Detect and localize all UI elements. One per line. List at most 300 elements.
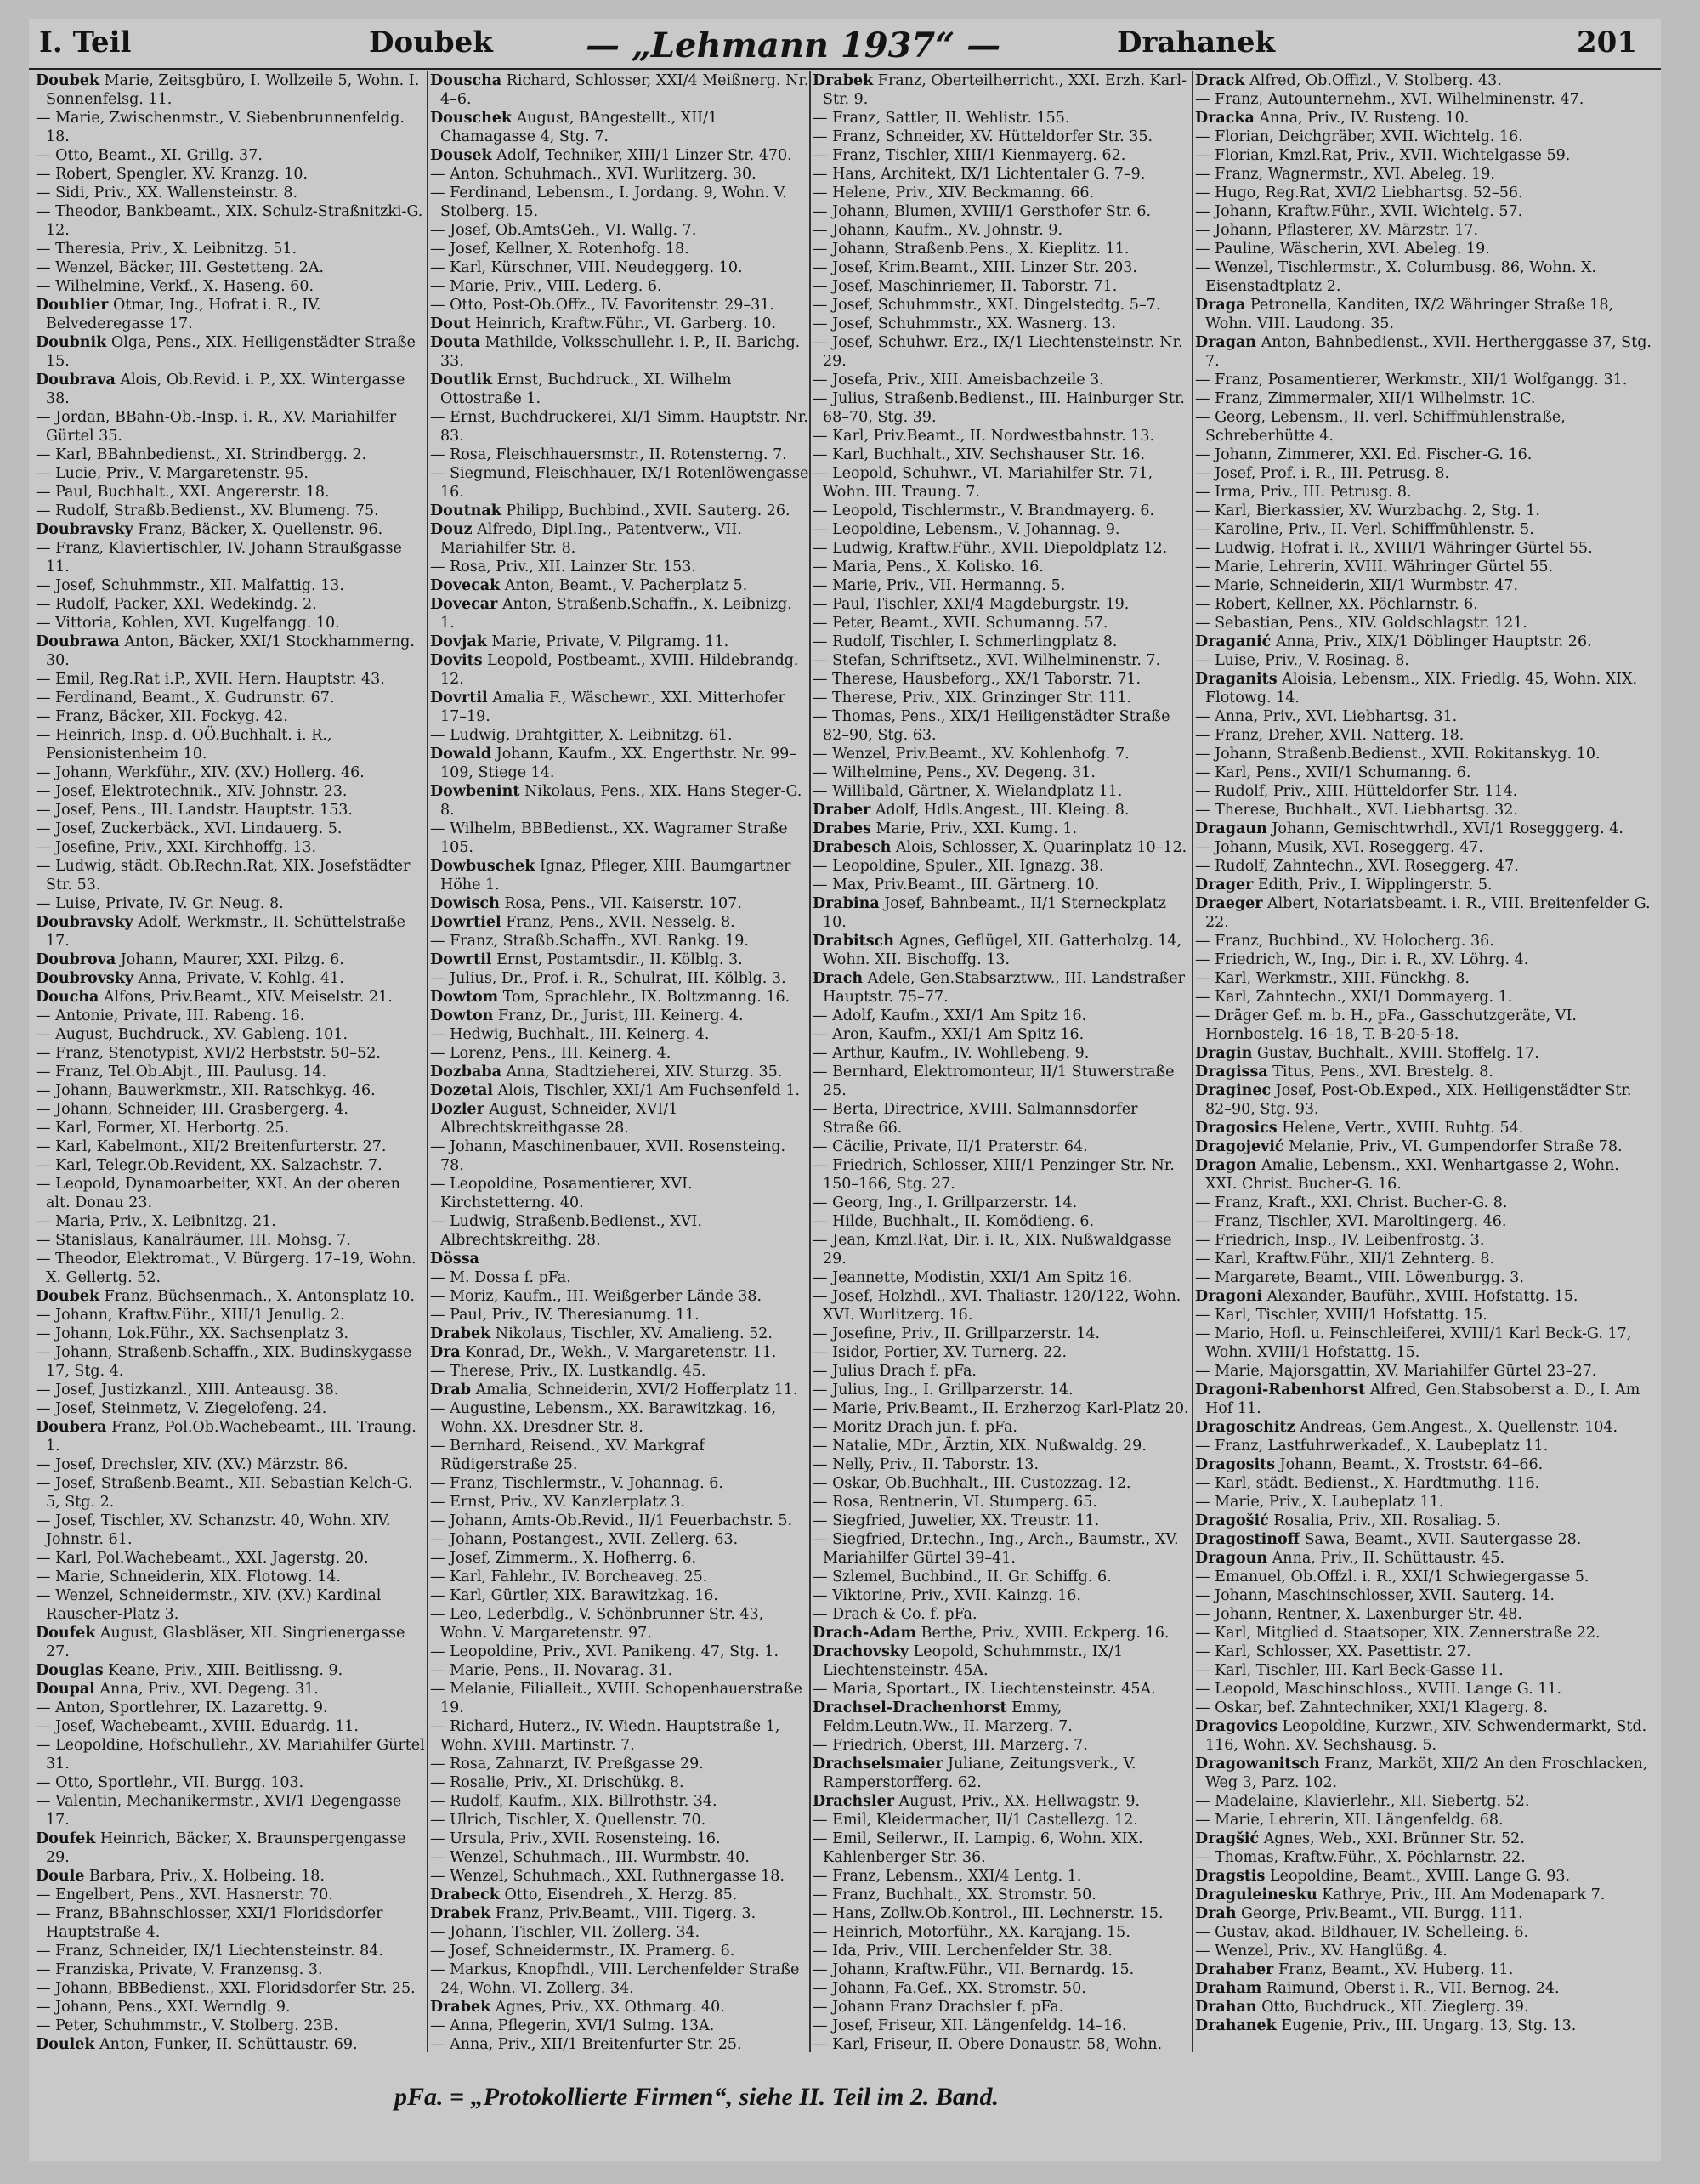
directory-entry	[1195, 1306, 1654, 1325]
entry-text: — Wenzel, Tischlermstr., X. Columbusg. 86, Wohn. X. Eisenstadtplatz 2.	[1195, 259, 1597, 295]
entry-text: — Marie, Zwischenmstr., V. Siebenbrunnenfeldg. 18.	[36, 110, 405, 145]
entry-text: August, Priv., XX. Hellwagstr. 9.	[893, 1793, 1141, 1810]
directory-entry	[36, 1325, 427, 1343]
entry-text: — Wilhelmine, Verkf., X. Haseng. 60.	[36, 278, 314, 295]
surname: Drager	[1195, 876, 1254, 893]
entry-text: Leopold, Postbeamt., XVIII. Hildebrandg. 12.	[440, 652, 799, 688]
entry-text: — Karl, BBahnbedienst., XI. Strindbergg. 2.	[36, 446, 367, 463]
directory-entry	[430, 857, 809, 894]
directory-entry	[36, 333, 427, 371]
directory-entry	[36, 1063, 427, 1081]
directory-entry	[1195, 782, 1654, 801]
entry-text: — Max, Priv.Beamt., III. Gärtnerg. 10.	[813, 876, 1100, 893]
entry-text: — Leopoldine, Lebensm., V. Johannag. 9.	[813, 521, 1120, 538]
entry-text: Sawa, Beamt., XVII. Sautergasse 28.	[1300, 1531, 1582, 1548]
surname: Dovrtil	[430, 689, 488, 706]
entry-text: Anna, Stadtzieherei, XIV. Sturzg. 35.	[501, 1064, 783, 1081]
surname: Dozetal	[430, 1082, 493, 1099]
directory-entry	[430, 1755, 809, 1773]
directory-entry	[1195, 1792, 1654, 1811]
surname: Doubek	[36, 72, 100, 89]
surname: Dracka	[1195, 110, 1255, 127]
entry-text: Heinrich, Kraftw.Führ., VI. Garberg. 10.	[470, 315, 777, 332]
surname: Drabes	[813, 820, 871, 837]
entry-text: — Franz, Lastfuhrwerkadef., X. Laubeplatz 11.	[1195, 1438, 1549, 1455]
entry-text: Alois, Tischler, XXI/1 Am Fuchsenfeld 1.	[493, 1082, 801, 1099]
surname: Doubrova	[36, 951, 116, 968]
directory-entry	[430, 745, 809, 782]
surname: Draginec	[1195, 1082, 1272, 1099]
directory-entry	[36, 464, 427, 483]
entry-text: — Karl, Kürschner, VIII. Neudeggerg. 10.	[430, 259, 743, 276]
entry-text: — Franz, Schneider, XV. Hütteldorfer Str. 35.	[813, 128, 1153, 145]
directory-entry	[1195, 445, 1654, 464]
entry-text: — Rosa, Priv., XII. Lainzer Str. 153.	[430, 559, 696, 576]
directory-entry	[36, 1231, 427, 1250]
entry-text: Albert, Notariatsbeamt. i. R., VIII. Breitenfelder G. 22.	[1205, 895, 1651, 931]
directory-entry	[813, 184, 1192, 202]
directory-entry	[1195, 1960, 1654, 1979]
entry-text: Ernst, Buchdruck., XI. Wilhelm Ottostraße 1.	[440, 372, 732, 407]
directory-entry	[813, 1979, 1192, 1998]
entry-text: — Jean, Kmzl.Rat, Dir. i. R., XIX. Nußwaldgasse 29.	[813, 1232, 1172, 1268]
entry-text: — Mario, Hofl. u. Feinschleiferei, XVIII/1 Karl Beck-G. 17, Wohn. XVIII/1 Hofstattg. 15.	[1195, 1325, 1632, 1361]
directory-entry	[430, 1642, 809, 1661]
last-entry-keyword: Drahanek	[1117, 26, 1276, 60]
entry-text: — Marie, Schneiderin, XIX. Flotowg. 14.	[36, 1569, 341, 1586]
directory-entry	[813, 1755, 1192, 1792]
entry-text: — Emil, Seilerwr., II. Lampig. 6, Wohn. XIX. Kahlenberger Str. 36.	[813, 1830, 1143, 1866]
entry-text: — Moritz Drach jun. f. pFa.	[813, 1419, 1017, 1436]
surname: Dragošić	[1195, 1512, 1269, 1529]
entry-text: — Johann, Fa.Gef., XX. Stromstr. 50.	[813, 1980, 1086, 1997]
directory-entry	[36, 1007, 427, 1025]
directory-entry	[430, 408, 809, 445]
directory-entry	[430, 315, 809, 333]
entry-text: — Josef, Wachebeamt., XVIII. Eduardg. 11.	[36, 1718, 359, 1735]
entry-text: — Franz, Bäcker, XII. Fockyg. 42.	[36, 708, 288, 725]
directory-entry	[430, 1661, 809, 1680]
column-2	[430, 71, 809, 2052]
directory-entry	[1195, 651, 1654, 670]
entry-text: — Johann, Kaufm., XV. Johnstr. 9.	[813, 222, 1063, 239]
directory-entry	[1195, 539, 1654, 558]
entry-text: — Otto, Beamt., XI. Grillg. 37.	[36, 147, 263, 164]
surname: Draguleinesku	[1195, 1886, 1318, 1903]
entry-text: — Friedrich, Schlosser, XIII/1 Penzinger Str. Nr. 150–166, Stg. 27.	[813, 1157, 1175, 1193]
entry-text: — Maria, Pens., X. Kolisko. 16.	[813, 559, 1044, 576]
directory-entry	[36, 801, 427, 820]
directory-entry	[813, 539, 1192, 558]
directory-entry	[1195, 1530, 1654, 1549]
directory-entry	[813, 820, 1192, 838]
entry-text: — Leo, Lederbdlg., V. Schönbrunner Str. 43, Wohn. V. Margaretenstr. 97.	[430, 1606, 764, 1642]
directory-entry	[36, 820, 427, 838]
directory-entry	[813, 1362, 1192, 1381]
directory-entry	[813, 1474, 1192, 1493]
surname: Dragan	[1195, 334, 1257, 351]
directory-entry	[1195, 1137, 1654, 1156]
entry-text: — Karl, Priv.Beamt., II. Nordwestbahnstr. 13.	[813, 428, 1155, 445]
directory-entry	[36, 539, 427, 576]
entry-text: — Josef, Pens., III. Landstr. Hauptstr. 153.	[36, 802, 353, 819]
directory-entry	[36, 689, 427, 707]
entry-text: — Florian, Deichgräber, XVII. Wichtelg. 16.	[1195, 128, 1523, 145]
directory-entry	[1195, 558, 1654, 576]
directory-entry	[430, 1792, 809, 1811]
directory-entry	[1195, 614, 1654, 633]
entry-text: — Marie, Schneiderin, XII/1 Wurmbstr. 47.	[1195, 577, 1519, 594]
directory-entry	[430, 1063, 809, 1081]
directory-entry	[813, 1998, 1192, 2017]
directory-entry	[36, 371, 427, 408]
entry-text: — Heinrich, Insp. d. OÖ.Buchhalt. i. R., Pensionistenheim 10.	[36, 727, 332, 763]
surname: Dragstis	[1195, 1868, 1266, 1885]
entry-text: — Augustine, Lebensm., XX. Barawitzkag. 16, Wohn. XX. Dresdner Str. 8.	[430, 1400, 777, 1436]
entry-text: August, Glasbläser, XII. Singrienergasse 27.	[46, 1625, 405, 1660]
directory-entry	[1195, 969, 1654, 988]
entry-text: — Marie, Priv., VIII. Lederg. 6.	[430, 278, 662, 295]
surname: Dra	[430, 1344, 461, 1361]
entry-text: — Johann, Kraftw.Führ., VII. Bernardg. 15.	[813, 1961, 1135, 1978]
entry-text: — Stefan, Schriftsetz., XVI. Wilhelminenstr. 7.	[813, 652, 1161, 669]
surname: Doubnik	[36, 334, 107, 351]
directory-entry	[813, 296, 1192, 315]
entry-text: — Karl, Telegr.Ob.Revident, XX. Salzachstr. 7.	[36, 1157, 382, 1174]
entry-text: Leopoldine, Kurzwr., XIV. Schwendermarkt, Std. 116, Wohn. XV. Sechshausg. 5.	[1205, 1718, 1647, 1754]
directory-entry	[430, 184, 809, 221]
directory-entry	[1195, 2017, 1654, 2035]
directory-entry	[1195, 1549, 1654, 1568]
surname: Dozler	[430, 1101, 484, 1118]
entry-text: Anton, Straßenb.Schaffn., X. Leibnizg. 1.	[440, 596, 792, 632]
directory-entry	[1195, 1624, 1654, 1642]
surname: Draham	[1195, 1980, 1262, 1997]
surname: Dovits	[430, 652, 483, 669]
directory-entry	[36, 71, 427, 109]
directory-entry	[430, 1549, 809, 1568]
directory-entry	[36, 1867, 427, 1886]
directory-entry	[813, 520, 1192, 539]
directory-entry	[1195, 1381, 1654, 1418]
directory-entry	[813, 932, 1192, 969]
directory-entry	[1195, 576, 1654, 595]
entry-text: Rosalia, Priv., XII. Rosaliag. 5.	[1268, 1512, 1501, 1529]
entry-text: — Johann, Amts-Ob.Revid., II/1 Feuerbachstr. 5.	[430, 1512, 793, 1529]
entry-text: — Rosa, Rentnerin, VI. Stumperg. 65.	[813, 1494, 1097, 1511]
entry-text: — Arthur, Kaufm., IV. Wohllebeng. 9.	[813, 1045, 1090, 1062]
directory-entry	[430, 1717, 809, 1755]
surname: Dowrtiel	[430, 914, 502, 931]
entry-text: — Josef, Tischler, XV. Schanzstr. 40, Wohn. XIV. Johnstr. 61.	[36, 1512, 391, 1548]
entry-text: — Johann, Rentner, X. Laxenburger Str. 48.	[1195, 1606, 1522, 1623]
directory-entry	[1195, 128, 1654, 146]
entry-text: — Luise, Private, IV. Gr. Neug. 8.	[36, 895, 284, 912]
directory-entry	[1195, 1437, 1654, 1455]
entry-text: — Maria, Priv., X. Leibnitzg. 21.	[36, 1213, 276, 1230]
entry-text: — Johann, Blumen, XVIII/1 Gersthofer Str. 6.	[813, 203, 1152, 220]
directory-entry	[430, 258, 809, 277]
directory-entry	[430, 1960, 809, 1998]
directory-entry	[430, 1437, 809, 1474]
entry-text: Franz, Oberteilherricht., XXI. Erzh. Karl-Str. 9.	[823, 72, 1187, 108]
surname: Dössa	[430, 1251, 479, 1268]
entry-text: — Julius Drach f. pFa.	[813, 1363, 977, 1380]
entry-text: — Josef, Schuhmmstr., XXI. Dingelstedtg. 5–7.	[813, 297, 1161, 314]
entry-text: — Drach & Co. f. pFa.	[813, 1606, 978, 1623]
entry-text: — Moriz, Kaufm., III. Weißgerber Lände 38.	[430, 1288, 762, 1305]
directory-entry	[36, 1979, 427, 1998]
directory-entry	[1195, 876, 1654, 894]
surname: Doufek	[36, 1830, 96, 1847]
entry-text: — Johann, Tischler, VII. Zollerg. 34.	[430, 1924, 700, 1941]
entry-text: — Cäcilie, Private, II/1 Praterstr. 64.	[813, 1138, 1088, 1155]
entry-text: Anna, Priv., II. Schüttaustr. 45.	[1267, 1550, 1505, 1567]
entry-text: Leopold, Schuhmmstr., IX/1 Liechtensteinstr. 45A.	[823, 1643, 1124, 1679]
directory-entry	[813, 1923, 1192, 1942]
directory-entry	[813, 1867, 1192, 1886]
part-label: I. Teil	[39, 26, 132, 60]
entry-text: — Karl, Fahlehr., IV. Borcheaveg. 25.	[430, 1569, 708, 1586]
directory-entry	[813, 1455, 1192, 1474]
directory-entry	[813, 1680, 1192, 1699]
directory-entry	[813, 633, 1192, 651]
entry-text: Gustav, Buchhalt., XVIII. Stoffelg. 17.	[1252, 1045, 1539, 1062]
directory-entry	[813, 1736, 1192, 1755]
entry-text: — Leopold, Schuhwr., VI. Mariahilfer Str. 71, Wohn. III. Traung. 7.	[813, 465, 1153, 501]
directory-entry	[1195, 670, 1654, 707]
directory-entry	[36, 1212, 427, 1231]
directory-entry	[813, 1212, 1192, 1231]
entry-text: Marie, Priv., XXI. Kumg. 1.	[870, 820, 1078, 837]
entry-text: George, Priv.Beamt., VII. Burgg. 111.	[1236, 1905, 1523, 1922]
directory-entry	[430, 333, 809, 371]
directory-entry	[36, 894, 427, 913]
entry-text: — Bernhard, Reisend., XV. Markgraf Rüdigerstraße 25.	[430, 1438, 705, 1473]
directory-entry	[813, 1792, 1192, 1811]
entry-text: Andreas, Gem.Angest., X. Quellenstr. 104.	[1295, 1419, 1618, 1436]
entry-text: — Marie, Lehrerin, XII. Längenfeldg. 68.	[1195, 1812, 1504, 1829]
entry-text: — Florian, Kmzl.Rat, Priv., XVII. Wichtelgasse 59.	[1195, 147, 1571, 164]
entry-text: Mathilde, Volksschullehr. i. P., II. Barichg. 33.	[440, 334, 801, 370]
entry-text: — Otto, Sportlehr., VII. Burgg. 103.	[36, 1774, 304, 1791]
entry-text: — Melanie, Filialleit., XVIII. Schopenhauerstraße 19.	[430, 1681, 802, 1716]
entry-text: — Robert, Spengler, XV. Kranzg. 10.	[36, 166, 309, 183]
entry-text: — Johann, Kraftw.Führ., XVII. Wichtelg. 57.	[1195, 203, 1523, 220]
entry-text: — Ludwig, Drahtgitter, X. Leibnitzg. 61.	[430, 727, 733, 744]
entry-text: — Josef, Holzhdl., XVI. Thaliastr. 120/122, Wohn. XVI. Wurlitzerg. 16.	[813, 1288, 1182, 1324]
directory-title: — „Lehmann 1937“ —	[586, 26, 1001, 65]
directory-entry	[1195, 1156, 1654, 1194]
surname: Draeger	[1195, 895, 1263, 912]
directory-entry	[813, 558, 1192, 576]
directory-entry	[430, 1512, 809, 1530]
directory-entry	[813, 1605, 1192, 1624]
entry-text: — Lucie, Priv., V. Margaretenstr. 95.	[36, 465, 309, 482]
surname: Doutnak	[430, 502, 502, 519]
directory-entry	[36, 520, 427, 539]
directory-entry	[36, 1081, 427, 1100]
surname: Dovecar	[430, 596, 498, 613]
surname: Drach	[813, 970, 864, 987]
directory-entry	[1195, 1848, 1654, 1867]
surname: Douta	[430, 334, 480, 351]
directory-entry	[430, 689, 809, 726]
entry-text: — Therese, Priv., XIX. Grinzinger Str. 111.	[813, 689, 1132, 706]
entry-text: Anna, Private, V. Kohlg. 41.	[133, 970, 344, 987]
directory-entry	[1195, 1829, 1654, 1848]
surname: Dovecak	[430, 577, 501, 594]
entry-text: — Nelly, Priv., II. Taborstr. 13.	[813, 1456, 1040, 1473]
directory-entry	[1195, 1455, 1654, 1474]
directory-entry	[813, 1399, 1192, 1418]
directory-entry	[36, 258, 427, 277]
directory-entry	[1195, 950, 1654, 969]
entry-text: Johann, Beamt., X. Troststr. 64–66.	[1275, 1456, 1544, 1473]
directory-entry	[1195, 240, 1654, 258]
entry-text: — Franz, Buchbind., XV. Holocherg. 36.	[1195, 933, 1494, 950]
directory-entry	[36, 1175, 427, 1212]
directory-entry	[1195, 1979, 1654, 1998]
entry-text: — Rudolf, Packer, XXI. Wedekindg. 2.	[36, 596, 317, 613]
directory-entry	[430, 1044, 809, 1063]
directory-entry	[813, 576, 1192, 595]
directory-entry	[1195, 1063, 1654, 1081]
entry-text: — Johann Franz Drachsler f. pFa.	[813, 1999, 1064, 2016]
surname: Dowrtil	[430, 951, 492, 968]
directory-entry	[813, 1437, 1192, 1455]
directory-entry	[36, 1829, 427, 1867]
directory-entry	[36, 1100, 427, 1119]
directory-entry	[430, 782, 809, 820]
entry-text: — Wenzel, Schneidermstr., XIV. (XV.) Kardinal Rauscher-Platz 3.	[36, 1587, 382, 1623]
directory-entry	[813, 782, 1192, 801]
surname: Dowton	[430, 1007, 494, 1024]
surname: Dragovics	[1195, 1718, 1278, 1735]
directory-entry	[1195, 1867, 1654, 1886]
entry-text: Josef, Post-Ob.Exped., XIX. Heiligenstädter Str. 82–90, Stg. 93.	[1205, 1082, 1632, 1118]
entry-text: — Wilhelmine, Pens., XV. Degeng. 31.	[813, 764, 1096, 781]
directory-entry	[1195, 838, 1654, 857]
directory-entry	[430, 1530, 809, 1549]
surname: Drahan	[1195, 1999, 1257, 2016]
entry-text: Otto, Buchdruck., XII. Zieglerg. 39.	[1256, 1999, 1529, 2016]
directory-entry	[36, 1250, 427, 1287]
entry-text: — Karl, Kabelmont., XII/2 Breitenfurterstr. 27.	[36, 1138, 387, 1155]
directory-entry	[36, 1381, 427, 1399]
entry-text: — Luise, Priv., V. Rosinag. 8.	[1195, 652, 1409, 669]
entry-text: — Siegmund, Fleischhauer, IX/1 Rotenlöwengasse 16.	[430, 465, 809, 501]
entry-text: — Paul, Buchhalt., XXI. Angererstr. 18.	[36, 484, 330, 501]
entry-text: — Lorenz, Pens., III. Keinerg. 4.	[430, 1045, 672, 1062]
entry-text: Alfons, Priv.Beamt., XIV. Meiselstr. 21.	[99, 989, 393, 1006]
directory-entry	[430, 1829, 809, 1848]
directory-entry	[36, 1343, 427, 1381]
directory-entry	[36, 1904, 427, 1942]
entry-text: — Dräger Gef. m. b. H., pFa., Gasschutzgeräte, VI. Hornbostelg. 16–18, T. B-20-5-18.	[1195, 1007, 1577, 1043]
directory-entry	[813, 1231, 1192, 1268]
entry-text: — Ida, Priv., VIII. Lerchenfelder Str. 38.	[813, 1943, 1113, 1960]
directory-entry	[430, 277, 809, 296]
directory-entry	[36, 1399, 427, 1418]
entry-text: — Wilhelm, BBBedienst., XX. Wagramer Straße 105.	[430, 820, 788, 856]
directory-entry	[1195, 520, 1654, 539]
entry-text: Franz, Büchsenmach., X. Antonsplatz 10.	[99, 1288, 415, 1305]
directory-entry	[813, 1942, 1192, 1960]
directory-entry	[36, 1025, 427, 1044]
directory-entry	[813, 1568, 1192, 1586]
entry-text: Johann, Maurer, XXI. Pilzg. 6.	[116, 951, 344, 968]
directory-entry	[430, 726, 809, 745]
entry-text: — Vittoria, Kohlen, XVI. Kugelfangg. 10.	[36, 615, 340, 632]
directory-entry	[813, 445, 1192, 464]
directory-entry	[1195, 296, 1654, 333]
surname: Dragon	[1195, 1157, 1257, 1174]
directory-entry	[430, 1904, 809, 1923]
surname: Draga	[1195, 297, 1246, 314]
entry-text: — Madelaine, Klavierlehr., XII. Siebertg. 52.	[1195, 1793, 1530, 1810]
directory-entry	[430, 1568, 809, 1586]
entry-text: — Marie, Majorsgattin, XV. Mariahilfer Gürtel 23–27.	[1195, 1363, 1597, 1380]
surname: Doule	[36, 1868, 85, 1885]
surname: Drabek	[813, 72, 874, 89]
entry-text: — Thomas, Pens., XIX/1 Heiligenstädter Straße 82–90, Stg. 63.	[813, 708, 1170, 744]
entry-text: — Otto, Post-Ob.Offz., IV. Favoritenstr. 29–31.	[430, 297, 774, 314]
directory-entry	[1195, 1007, 1654, 1044]
surname: Dragoni-Rabenhorst	[1195, 1381, 1366, 1398]
directory-entry	[430, 1212, 809, 1250]
entry-text: — Ludwig, Straßenb.Bedienst., XVI. Albrechtskreithg. 28.	[430, 1213, 702, 1249]
surname: Dousek	[430, 147, 492, 164]
entry-text: — Rudolf, Zahntechn., XVI. Roseggerg. 47.	[1195, 858, 1519, 875]
entry-text: — Rudolf, Tischler, I. Schmerlingplatz 8.	[813, 633, 1118, 650]
entry-text: — Franz, Buchhalt., XX. Stromstr. 50.	[813, 1886, 1096, 1903]
entry-text: — Leopoldine, Hofschullehr., XV. Mariahilfer Gürtel 31.	[36, 1737, 425, 1773]
entry-text: — Theresia, Priv., X. Leibnitzg. 51.	[36, 241, 298, 258]
entry-text: — Marie, Priv., X. Laubeplatz 11.	[1195, 1494, 1444, 1511]
directory-entry	[430, 165, 809, 184]
entry-text: — Franz, Sattler, II. Wehlistr. 155.	[813, 110, 1070, 127]
directory-entry	[36, 240, 427, 258]
entry-text: — Wenzel, Schuhmach., XXI. Ruthnergasse 18.	[430, 1868, 785, 1885]
surname: Dragšić	[1195, 1830, 1260, 1847]
surname: Draber	[813, 802, 871, 819]
entry-text: — Franz, Schneider, IX/1 Liechtensteinstr. 84.	[36, 1943, 383, 1960]
directory-entry	[1195, 90, 1654, 109]
directory-entry	[430, 1680, 809, 1717]
entry-text: — Johann, Werkführ., XIV. (XV.) Hollerg. 46.	[36, 764, 365, 781]
entry-text: Anna, Priv., XIX/1 Döblinger Hauptstr. 26.	[1271, 633, 1592, 650]
entry-text: — Johann, Straßenb.Schaffn., XIX. Budinskygasse 17, Stg. 4.	[36, 1344, 412, 1380]
directory-entry	[430, 296, 809, 315]
entry-text: — Wenzel, Schuhmach., III. Wurmbstr. 40.	[430, 1849, 750, 1866]
directory-entry	[1195, 109, 1654, 128]
entry-text: Alfred, Gen.Stabsoberst a. D., I. Am Hof 11.	[1205, 1381, 1640, 1417]
directory-entry	[36, 2017, 427, 2035]
directory-entry	[1195, 1699, 1654, 1717]
directory-entry	[813, 1811, 1192, 1829]
directory-entry	[813, 146, 1192, 165]
entry-text: — Josef, Straßenb.Beamt., XII. Sebastian Kelch-G. 5, Stg. 2.	[36, 1475, 413, 1511]
entry-text: — Johann, Lok.Führ., XX. Sachsenplatz 3.	[36, 1325, 349, 1342]
surname: Doubrawa	[36, 633, 120, 650]
directory-entry	[1195, 502, 1654, 520]
entry-text: Adele, Gen.Stabsarztww., III. Landstraßer Hauptstr. 75–77.	[823, 970, 1186, 1006]
directory-entry	[36, 838, 427, 857]
surname: Dovjak	[430, 633, 487, 650]
entry-text: — Marie, Pens., II. Novarag. 31.	[430, 1662, 673, 1679]
entry-text: Franz, Marköt, XII/2 An den Froschlacken, Weg 3, Parz. 102.	[1205, 1756, 1648, 1791]
